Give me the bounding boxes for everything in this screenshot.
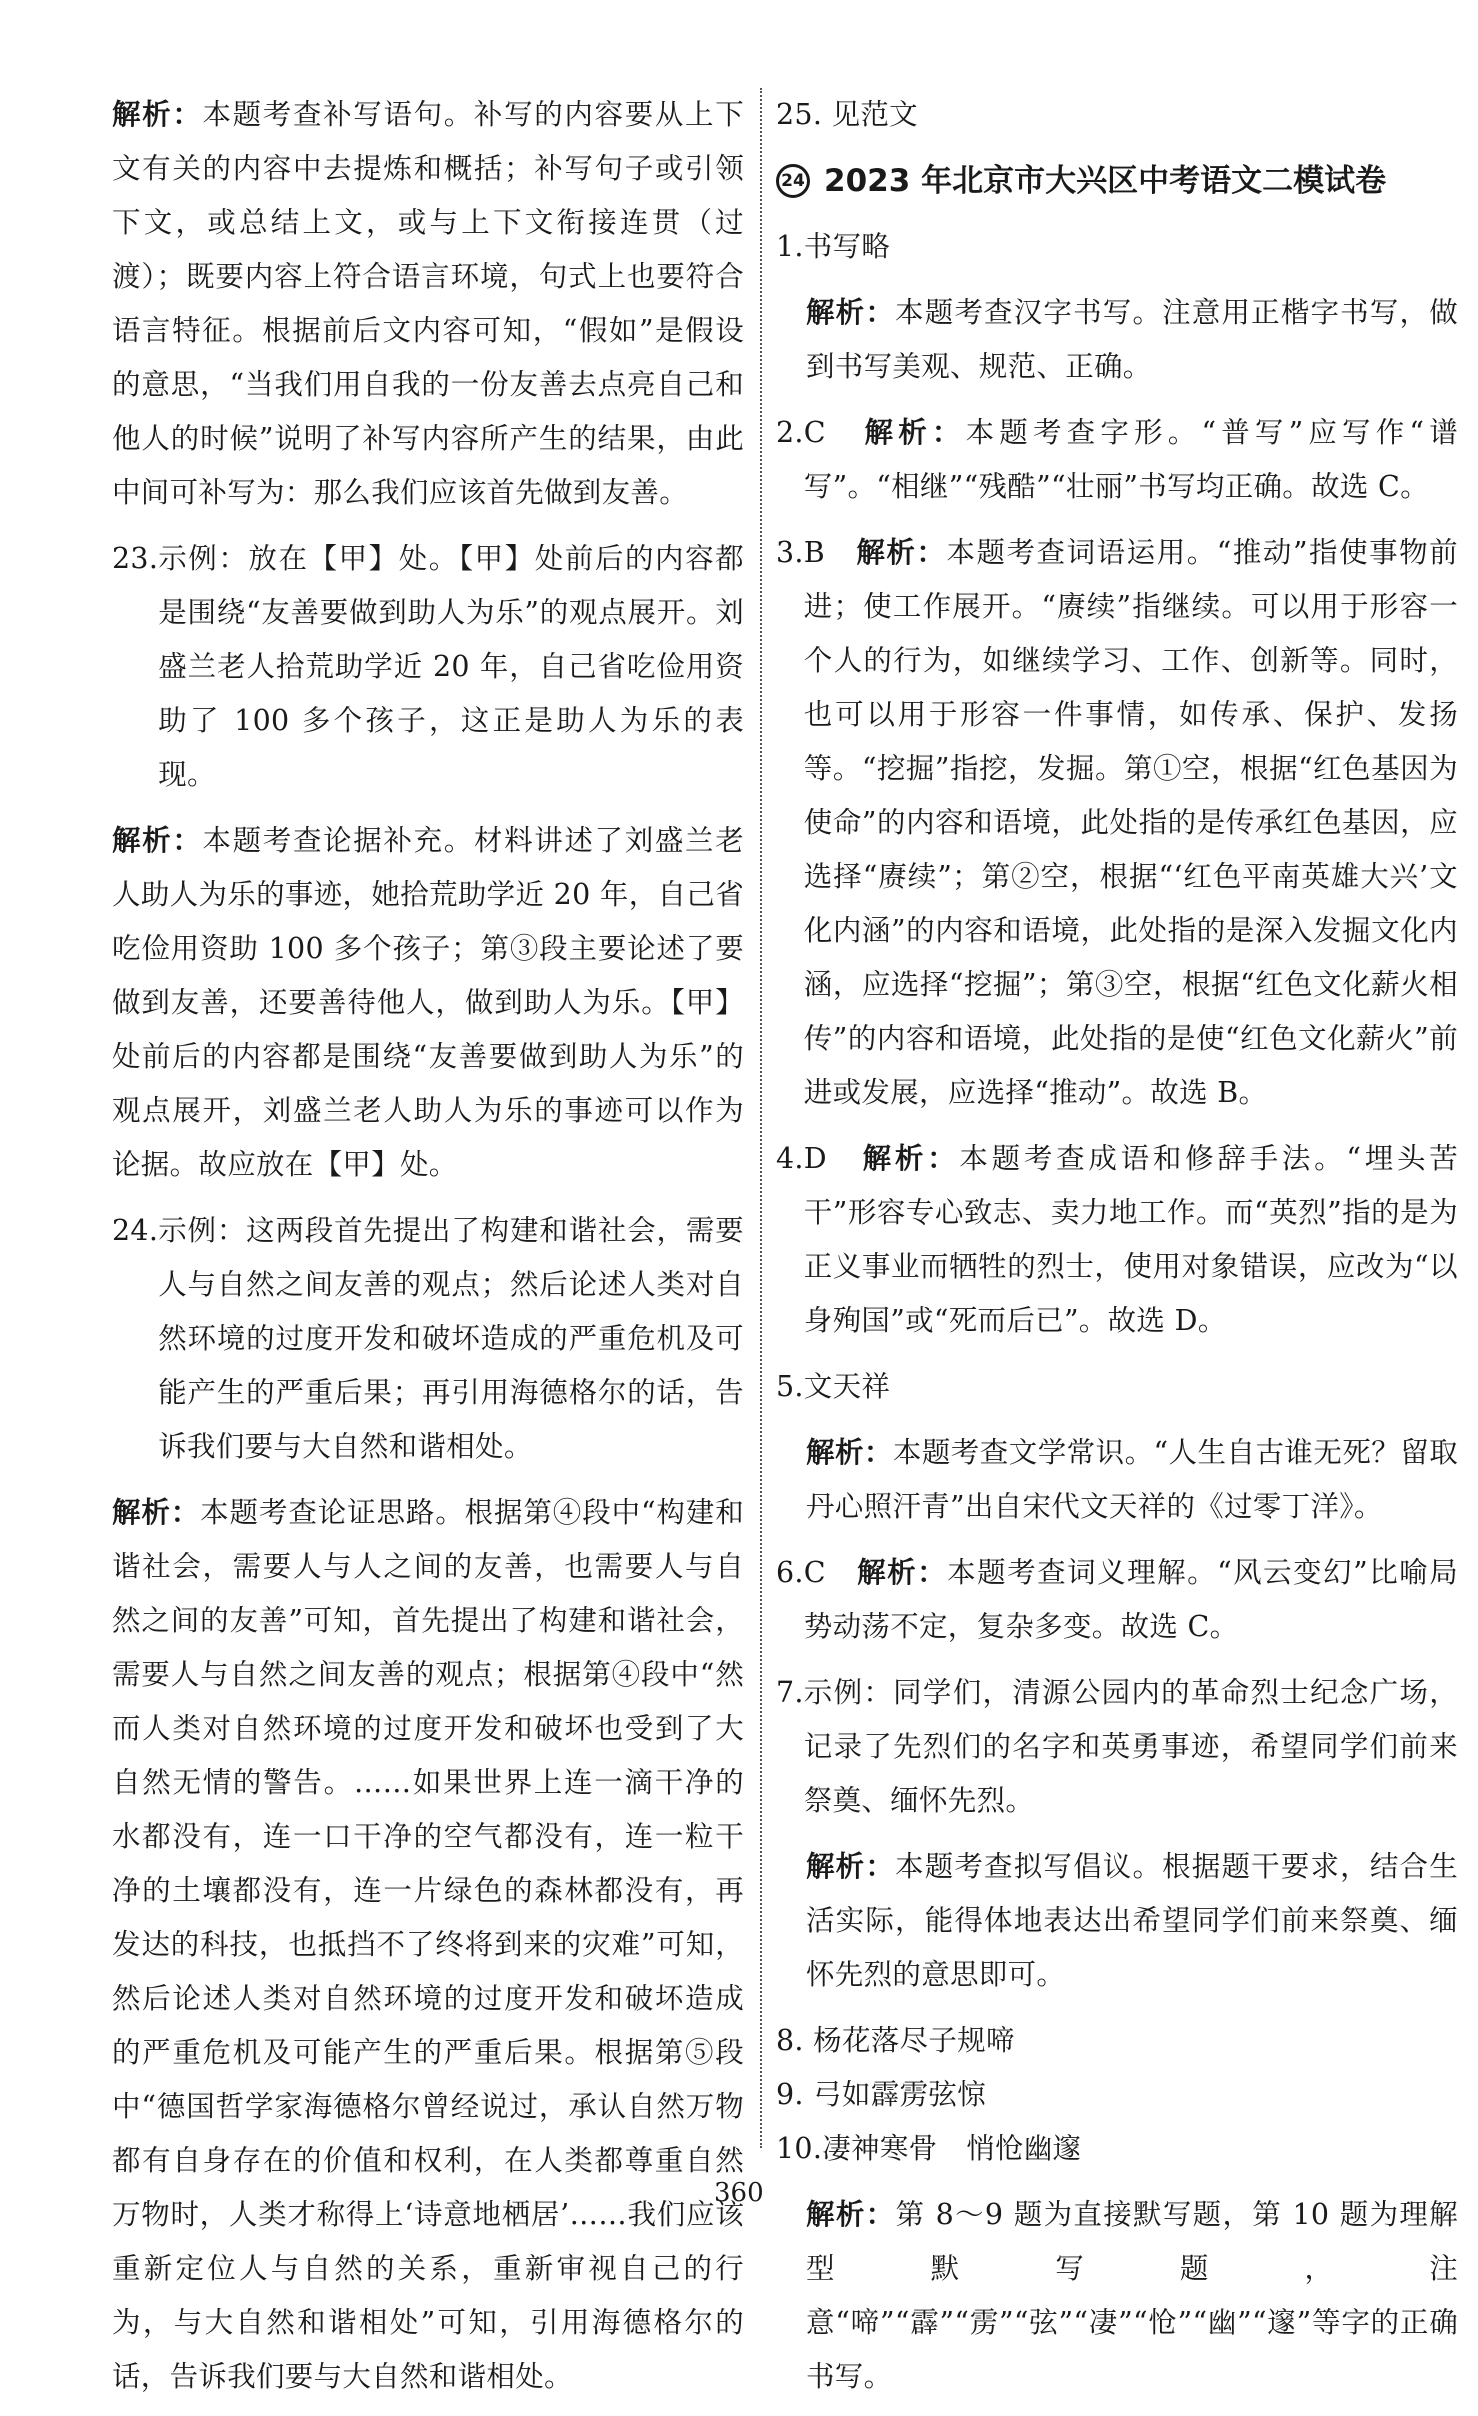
analysis-text: 本题考查文学常识。“人生自古谁无死？留取丹心照汗青”出自宋代文天祥的《过零丁洋》。 bbox=[806, 1436, 1458, 1523]
column-divider bbox=[760, 88, 762, 2148]
analysis-text: 本题考查词义理解。“风云变幻”比喻局势动荡不定，复杂多变。故选 C。 bbox=[803, 1556, 1458, 1643]
analysis-text: 第 8～9 题为直接默写题，第 10 题为理解型默写题，注意“啼”“霹”“雳”“弦”“凄”“怆”“幽”“邃”等字的正确书写。 bbox=[806, 2198, 1459, 2393]
analysis-label: 解析： bbox=[112, 1496, 201, 1529]
analysis-label: 解析： bbox=[112, 98, 203, 131]
answer-8: 8. 杨花落尽子规啼 bbox=[776, 2024, 1015, 2057]
answer-text: 示例：同学们，清源公园内的革命烈士纪念广场，记录了先烈们的名字和英勇事迹，希望同学们前来祭奠、缅怀先烈。 bbox=[803, 1676, 1458, 1817]
answer-24 bbox=[112, 1204, 744, 1474]
answer-10 bbox=[776, 2122, 1458, 2176]
question-number: 4. bbox=[776, 1142, 804, 1175]
question-number: 7. bbox=[776, 1676, 804, 1709]
question-number: 3. bbox=[776, 536, 804, 569]
analysis-label: 解析： bbox=[806, 1436, 893, 1469]
analysis-text: 本题考查补写语句。补写的内容要从上下文有关的内容中去提炼和概括；补写句子或引领下文，或总结上文，或与上下文衔接连贯（过渡）；既要内容上符合语言环境，句式上也要符合语言特征。根据前后文内容可知，“假如”是假设的意思，“当我们用自我的一份友善去点亮自己和他人的时候”说明了补写内容所产生的结果，由此中间可补写为：那么我们应该首先做到友善。 bbox=[112, 98, 744, 509]
answer-9: 9. 弓如霹雳弦惊 bbox=[776, 2078, 986, 2111]
answer-3 bbox=[776, 526, 1458, 1120]
answer-23 bbox=[112, 532, 744, 802]
question-number: 5. bbox=[776, 1370, 804, 1403]
analysis-text: 本题考查拟写倡议。根据题干要求，结合生活实际，能得体地表达出希望同学们前来祭奠、缅怀先烈的意思即可。 bbox=[806, 1850, 1458, 1991]
answer-choice: C bbox=[803, 1556, 826, 1589]
answer-24-analysis bbox=[112, 1486, 744, 2404]
answer-25: 25. 见范文 bbox=[776, 98, 918, 131]
question-number: 23. bbox=[112, 542, 159, 575]
analysis-label: 解析： bbox=[806, 2198, 896, 2231]
analysis-text: 本题考查成语和修辞手法。“埋头苦干”形容专心致志、卖力地工作。而“英烈”指的是为正义事业而牺牲的烈士，使用对象错误，应改为“以身殉国”或“死而后已”。故选 D。 bbox=[803, 1142, 1458, 1337]
analysis-label: 解析： bbox=[856, 536, 947, 569]
analysis-label: 解析： bbox=[806, 296, 896, 329]
answer-choice: B bbox=[803, 536, 826, 569]
answer-text: 示例：放在【甲】处。【甲】处前后的内容都是围绕“友善要做到助人为乐”的观点展开。刘盛兰老人拾荒助学近 20 年，自己省吃俭用资助了 100 多个孩子，这正是助人为乐的表现。 bbox=[158, 542, 744, 791]
question-number: 2. bbox=[776, 416, 804, 449]
question-number: 24. bbox=[112, 1214, 159, 1247]
analysis-text: 本题考查词语运用。“推动”指使事物前进；使工作展开。“赓续”指继续。可以用于形容一个人的行为，如继续学习、工作、创新等。同时，也可以用于形容一件事情，如传承、保护、发扬等。“挖掘”指挖，发掘。第①空，根据“红色基因为使命”的内容和语境，此处指的是传承红色基因，应选择“赓续”；第②空，根据“‘红色平南英雄大兴’文化内涵”的内容和语境，此处指的是深入发掘文化内涵，应选择“挖掘”；第③空，根据“红色文化薪火相传”的内容和语境，此处指的是使“红色文化薪火”前进或发展，应选择“推动”。故选 B。 bbox=[803, 536, 1458, 1109]
answer-7-analysis bbox=[776, 1840, 1458, 2002]
analysis-label: 解析： bbox=[806, 1850, 896, 1883]
analysis-label: 解析： bbox=[112, 824, 203, 857]
answer-5 bbox=[776, 1360, 1458, 1414]
answer-7 bbox=[776, 1666, 1458, 1828]
analysis-label: 解析： bbox=[862, 1142, 960, 1175]
analysis-label: 解析： bbox=[857, 1556, 948, 1589]
right-column bbox=[776, 88, 1458, 2416]
answer-10-analysis bbox=[776, 2188, 1458, 2404]
answer-5-analysis bbox=[776, 1426, 1458, 1534]
left-column bbox=[112, 88, 744, 2416]
question-number: 6. bbox=[776, 1556, 804, 1589]
answer-1-analysis bbox=[776, 286, 1458, 394]
answer-text: 文天祥 bbox=[803, 1370, 891, 1403]
exam-heading bbox=[776, 154, 1458, 208]
answer-choice: D bbox=[803, 1142, 827, 1175]
analysis-text: 本题考查论证思路。根据第④段中“构建和谐社会，需要人与人之间的友善，也需要人与自然之间的友善”可知，首先提出了构建和谐社会，需要人与自然之间友善的观点；根据第④段中“然而人类对自然环境的过度开发和破坏也受到了大自然无情的警告。……如果世界上连一滴干净的水都没有，连一口干净的空气都没有，连一粒干净的土壤都没有，连一片绿色的森林都没有，再发达的科技，也抵挡不了终将到来的灾难”可知，然后论述人类对自然环境的过度开发和破坏造成的严重危机及可能产生的严重后果。根据第⑤段中“德国哲学家海德格尔曾经说过，承认自然万物都有自身存在的价值和权利，在人类都尊重自然万物时，人类才称得上‘诗意地栖居’……我们应该重新定位人与自然的关系，重新审视自己的行为，与大自然和谐相处”可知，引用海德格尔的话，告诉我们要与大自然和谐相处。 bbox=[112, 1496, 744, 2393]
analysis-text: 本题考查论据补充。材料讲述了刘盛兰老人助人为乐的事迹，她拾荒助学近 20 年，自己省吃俭用资助 100 多个孩子；第③段主要论述了要做到友善，还要善待他人，做到助人为乐。【甲】处前后的内容都是围绕“友善要做到助人为乐”的观点展开，刘盛兰老人助人为乐的事迹可以作为论据。故应放在【甲】处。 bbox=[112, 824, 744, 1181]
answer-22-analysis bbox=[112, 88, 744, 520]
question-number: 1. bbox=[776, 230, 804, 263]
exam-title: 2023 年北京市大兴区中考语文二模试卷 bbox=[824, 163, 1387, 199]
analysis-text: 本题考查字形。“普写”应写作“谱写”。“相继”“残酷”“壮丽”书写均正确。故选 C。 bbox=[803, 416, 1458, 503]
answer-text: 凄神寒骨 悄怆幽邃 bbox=[822, 2132, 1082, 2165]
answer-text: 示例：这两段首先提出了构建和谐社会，需要人与自然之间友善的观点；然后论述人类对自然环境的过度开发和破坏造成的严重危机及可能产生的严重后果；再引用海德格尔的话，告诉我们要与大自然和谐相处。 bbox=[158, 1214, 744, 1463]
analysis-text: 本题考查汉字书写。注意用正楷字书写，做到书写美观、规范、正确。 bbox=[806, 296, 1458, 383]
analysis-label: 解析： bbox=[864, 416, 966, 449]
answer-6 bbox=[776, 1546, 1458, 1654]
answer-23-analysis bbox=[112, 814, 744, 1192]
answer-4 bbox=[776, 1132, 1458, 1348]
answer-2 bbox=[776, 406, 1458, 514]
answer-text: 书写略 bbox=[803, 230, 891, 263]
answer-choice: C bbox=[803, 416, 826, 449]
page-number: 360 bbox=[714, 2178, 764, 2208]
answer-1 bbox=[776, 220, 1458, 274]
exam-number-badge: 24 bbox=[776, 164, 810, 198]
question-number: 10. bbox=[776, 2132, 823, 2165]
